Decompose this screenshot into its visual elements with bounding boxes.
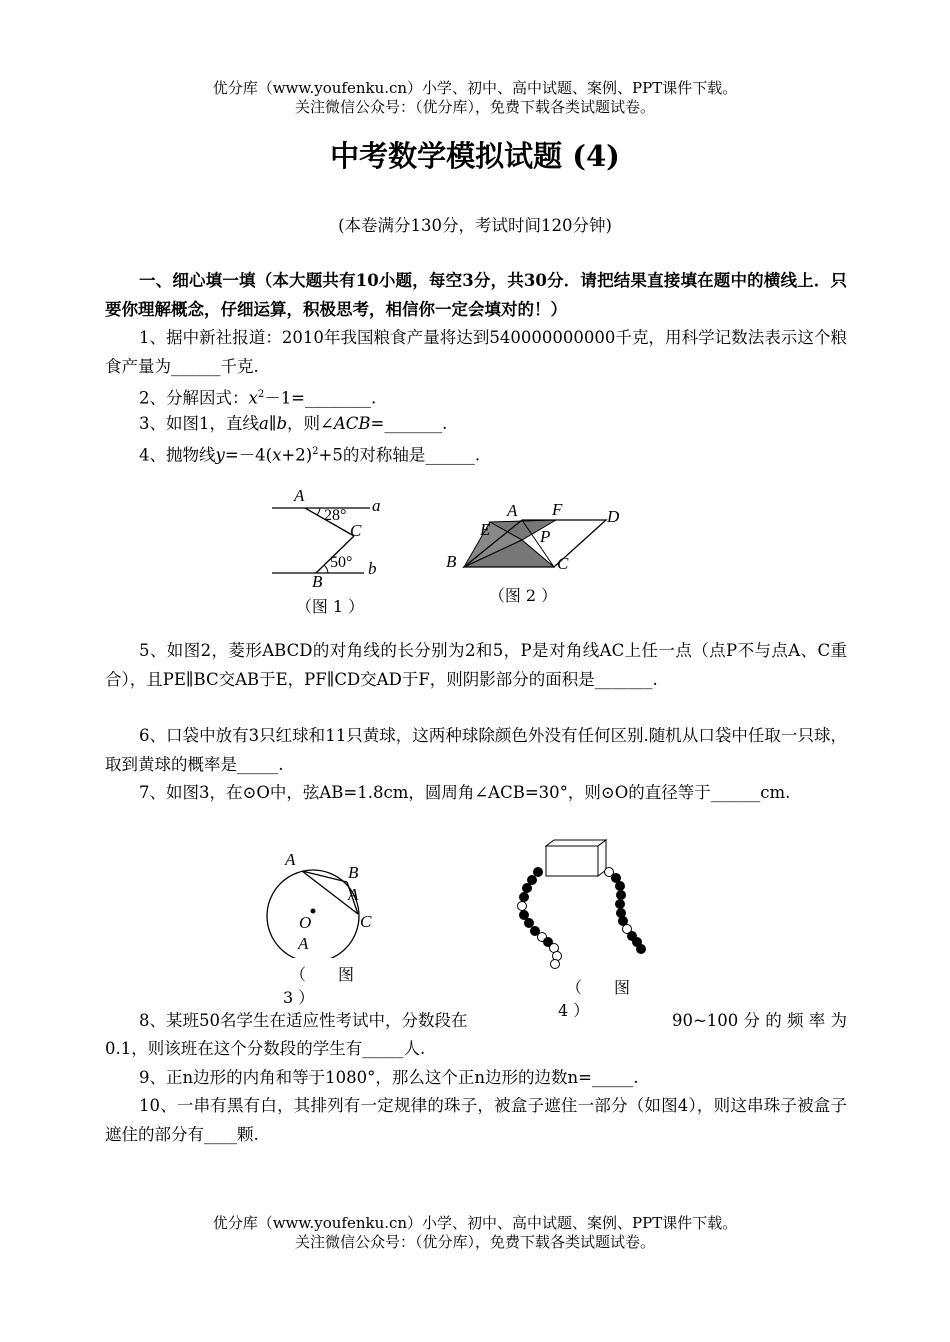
question-3	[105, 410, 847, 439]
footer-line-2: 关注微信公众号：（优分库），免费下载各类试题试卷。	[294, 1233, 655, 1251]
question-8-line-2: 0.1，则该班在这个分数段的学生有_____人.	[105, 1039, 426, 1058]
fig3-label-A: A	[285, 850, 296, 869]
section-1-intro: 一、细心填一填（本大题共有10小题，每空3分，共30分．请把结果直接填在题中的横线上．只要你理解概念，仔细运算，积极思考，相信你一定会填对的！）	[105, 271, 847, 319]
figure-3-caption-1: （ 图	[290, 965, 355, 984]
question-7: 7、如图3，在⊙O中，弦AB=1.8cm，圆周角∠ACB=30°，则⊙O的直径等于______cm.	[139, 783, 791, 802]
fig1-label-C: C	[350, 521, 362, 540]
q4-mid2: +2)	[281, 445, 313, 465]
fig3-label-A-inner: A	[348, 885, 359, 904]
fig4-right-bead-5	[616, 900, 625, 909]
q4-y: y	[215, 445, 225, 465]
fig4-right-bead-4	[617, 891, 626, 900]
fig4-left-bead-6	[520, 911, 529, 920]
fig1-label-50: 50°	[330, 554, 353, 571]
figure-1	[262, 484, 392, 590]
fig4-beads-left	[518, 868, 562, 969]
fig1-label-B: B	[312, 572, 323, 590]
fig1-label-a: a	[372, 496, 381, 515]
fig4-left-bead-7	[525, 919, 534, 928]
fig2-label-A: A	[507, 501, 518, 520]
fig3-label-C: C	[360, 912, 372, 931]
header-line-2: 关注微信公众号：（优分库），免费下载各类试题试卷。	[294, 98, 655, 116]
fig2-label-B: B	[446, 552, 457, 571]
page-title: 中考数学模拟试题 (4)	[330, 139, 620, 173]
fig4-left-bead-3	[523, 884, 532, 893]
question-9: 9、正n边形的内角和等于1080°，那么这个正n边形的边数n=_____.	[139, 1068, 639, 1087]
fig2-label-F: F	[552, 500, 563, 519]
fig3-circle	[267, 870, 359, 958]
question-5: 5、如图2，菱形ABCD的对角线的长分别为2和5，P是对角线AC上任一点（点P不与点A、C重合），且PE∥BC交AB于E，PF∥CD交AD于F，则阴影部分的面积是_______.	[105, 641, 847, 689]
footer-line-1: 优分库（www.youfenku.cn）小学、初中、高中试题、案例、PPT课件下载。	[212, 1214, 738, 1232]
q3-mid: ，则∠	[287, 414, 334, 433]
figure-2	[440, 496, 635, 576]
fig1-angle-arc-1	[317, 508, 320, 515]
q3-post: =_______.	[370, 414, 448, 433]
question-8-part-1: 8、某班50名学生在适应性考试中，分数段在	[139, 1011, 468, 1030]
figure-4	[510, 836, 660, 976]
header-line-1: 优分库（www.youfenku.cn）小学、初中、高中试题、案例、PPT课件下载。	[212, 79, 738, 97]
fig4-left-bead-13	[551, 960, 560, 969]
fig4-left-bead-4	[520, 893, 529, 902]
fig4-box-front	[546, 846, 598, 876]
q2-x: x	[248, 388, 258, 408]
fig4-left-bead-2	[528, 876, 537, 885]
q3-a: a	[259, 414, 269, 433]
fig1-label-28: 28°	[324, 507, 347, 524]
question-6: 6、口袋中放有3只红球和11只黄球，这两种球除颜色外没有任何区别.随机从口袋中任取一只球，取到黄球的概率是_____.	[105, 726, 847, 774]
fig2-label-E: E	[480, 520, 491, 539]
question-10: 10、一串有黑有白，其排列有一定规律的珠子，被盒子遮住一部分（如图4），则这串珠子被盒子遮住的部分有____颗.	[105, 1096, 847, 1144]
figure-3	[262, 848, 382, 958]
fig3-label-A-lower: A	[298, 934, 309, 953]
fig4-beads-right	[605, 868, 646, 954]
figure-2-caption: （图 2 ）	[488, 586, 558, 605]
fig2-label-P: P	[540, 527, 551, 546]
q3-par: ∥	[268, 414, 277, 433]
question-2	[105, 381, 847, 413]
question-4	[105, 438, 847, 470]
page-subtitle: (本卷满分130分，考试时间120分钟)	[338, 216, 612, 235]
figure-1-caption: （图 1 ）	[295, 597, 365, 616]
fig4-left-bead-5	[518, 902, 527, 911]
fig4-left-bead-1	[534, 868, 543, 877]
q3-pre: 3、如图1，直线	[139, 414, 259, 433]
q2-post: －1=________.	[264, 388, 377, 408]
fig4-right-bead-11	[637, 945, 646, 954]
fig1-label-b: b	[368, 559, 377, 578]
fig4-right-bead-3	[616, 882, 625, 891]
figure-4-caption-1: （ 图	[566, 978, 631, 997]
question-1: 1、据中新社报道：2010年我国粮食产量将达到540000000000千克，用科学记数法表示这个粮食产量为______千克.	[105, 328, 847, 376]
q3-b: b	[276, 414, 288, 433]
q2-pre: 2、分解因式：	[139, 388, 249, 408]
fig1-label-A: A	[294, 486, 305, 505]
q3-acb: ACB	[333, 414, 371, 433]
q2-sup: 2	[257, 389, 265, 400]
figure-4-caption-2: 4 ）	[558, 1001, 590, 1020]
q4-post: +5的对称轴是______.	[318, 445, 481, 465]
fig3-label-O: O	[299, 913, 312, 932]
q4-pre: 4、抛物线	[139, 445, 216, 465]
q4-mid1: =－4(	[224, 445, 273, 465]
fig2-label-D: D	[607, 507, 620, 526]
fig4-box-top	[546, 840, 606, 846]
q4-x: x	[272, 445, 282, 465]
fig3-label-B: B	[348, 863, 359, 882]
fig2-label-C: C	[557, 554, 569, 573]
fig1-angle-arc-2	[324, 565, 328, 573]
q4-sup: 2	[312, 446, 319, 457]
question-8-part-2: 90~100 分 的 频 率 为	[671, 1011, 847, 1030]
figure-3-caption-2: 3 ）	[283, 988, 315, 1007]
